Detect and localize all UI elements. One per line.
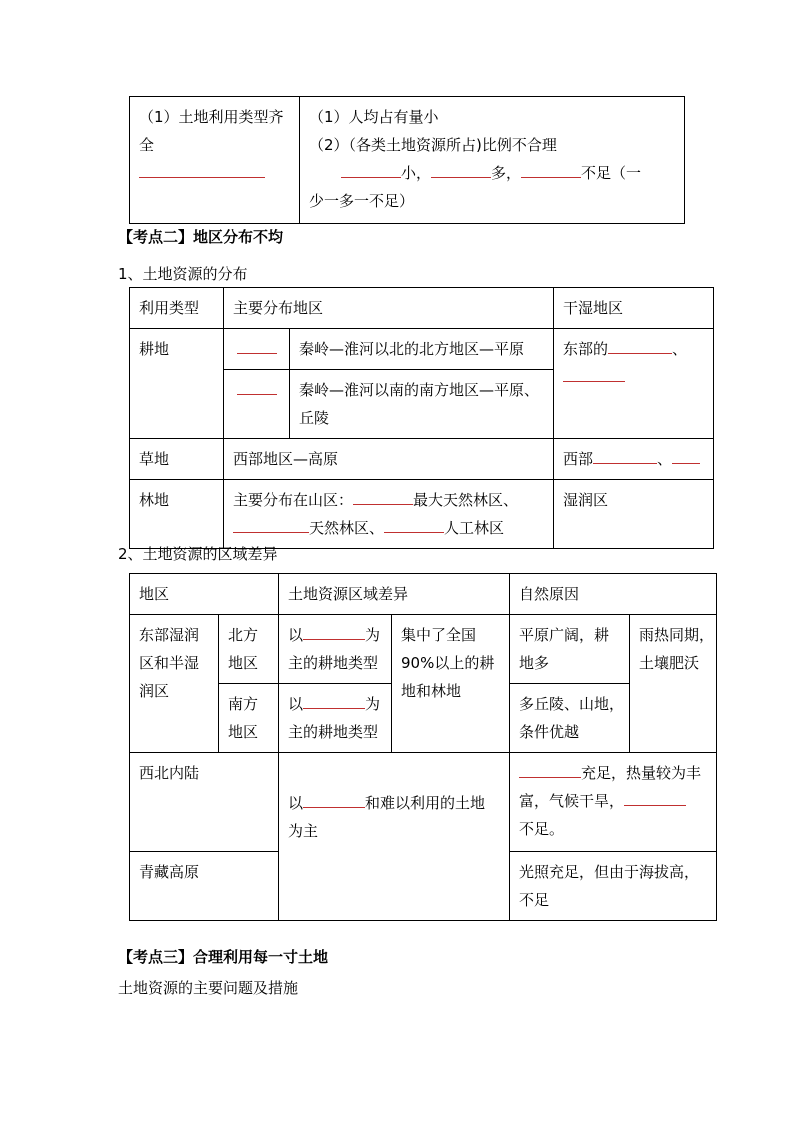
cell-rain-reason: 雨热同期， 土壤肥沃 [630, 615, 717, 753]
answer-blank [341, 161, 401, 178]
problem-text: 小， [401, 164, 432, 182]
answer-blank [563, 365, 625, 382]
answer-blank [519, 761, 581, 778]
problem-text: 不足（一 [581, 164, 642, 182]
answer-blank [608, 337, 672, 354]
cell-north-type: 以 为 主的耕地类型 [279, 615, 392, 684]
cell-farmland-north: 秦岭—淮河以北的北方地区—平原 [290, 329, 554, 370]
cell-north-region: 北方 地区 [219, 615, 279, 684]
problem-line1: （1）人均占有量小 [309, 108, 439, 126]
table-distribution [129, 287, 714, 549]
answer-blank [303, 692, 365, 709]
cell-south-region: 南方 地区 [219, 684, 279, 753]
table-regional-differences [129, 573, 717, 921]
cell-south-type: 以 为 主的耕地类型 [279, 684, 392, 753]
header-difference: 土地资源区域差异 [279, 574, 510, 615]
answer-blank [672, 447, 700, 464]
section2-subtitle2: 2、土地资源的区域差异 [118, 545, 278, 563]
cell-forest-wet: 湿润区 [554, 480, 714, 549]
section3-subtitle: 土地资源的主要问题及措施 [118, 979, 299, 997]
answer-blank [237, 337, 277, 354]
problem-line4: 少一多一不足） [309, 192, 415, 210]
problem-text: 多， [491, 164, 522, 182]
cell-hill-reason: 多丘陵、山地， 条件优越 [510, 684, 630, 753]
section2-subtitle1: 1、土地资源的分布 [118, 265, 248, 283]
cell-grassland-wet: 西部 、 [554, 439, 714, 480]
answer-blank [624, 789, 686, 806]
cell-qinghai-reason: 光照充足，但由于海拔高， 不足 [510, 852, 717, 921]
table-overview [129, 96, 685, 224]
cell-farmland-wet: 东部的 、 [554, 329, 714, 439]
features-line2: 全 [139, 136, 155, 154]
cell-features [130, 97, 300, 224]
cell-forest-area: 主要分布在山区： 最大天然林区、 天然林区、 人工林区 [224, 480, 554, 549]
answer-blank [303, 791, 365, 808]
header-area: 主要分布地区 [224, 288, 554, 329]
cell-grassland: 草地 [130, 439, 224, 480]
cell-plain-reason: 平原广阔，耕 地多 [510, 615, 630, 684]
problem-line2: （2）（各类土地资源所占)比例不合理 [309, 136, 557, 154]
section2-title: 【考点二】地区分布不均 [118, 228, 284, 246]
cell-qinghai: 青藏高原 [130, 852, 279, 921]
answer-blank [303, 623, 365, 640]
cell-problems [300, 97, 685, 224]
header-wetdry: 干湿地区 [554, 288, 714, 329]
cell-farmland: 耕地 [130, 329, 224, 439]
cell-farmland-south: 秦岭—淮河以南的南方地区—平原、 丘陵 [290, 370, 554, 439]
section3-title: 【考点三】合理利用每一寸土地 [118, 948, 329, 966]
cell-grassland-area: 西部地区—高原 [224, 439, 554, 480]
features-line1: （1）土地利用类型齐 [139, 108, 284, 126]
cell-west-type: 以 和难以利用的土地 为主 [279, 753, 510, 921]
cell-northwest: 西北内陆 [130, 753, 279, 852]
header-reason: 自然原因 [510, 574, 717, 615]
cell-forest: 林地 [130, 480, 224, 549]
cell-concentrated: 集中了全国 90%以上的耕 地和林地 [392, 615, 510, 753]
answer-blank [521, 161, 581, 178]
cell-northwest-reason: 充足，热量较为丰 富，气候干旱， 不足。 [510, 753, 717, 852]
header-type: 利用类型 [130, 288, 224, 329]
answer-blank [233, 516, 309, 533]
answer-blank [353, 488, 413, 505]
answer-blank [593, 447, 657, 464]
answer-blank [139, 161, 265, 178]
answer-blank [384, 516, 444, 533]
header-region: 地区 [130, 574, 279, 615]
answer-blank [431, 161, 491, 178]
answer-blank [237, 378, 277, 395]
cell-east-region: 东部湿润 区和半湿 润区 [130, 615, 219, 753]
